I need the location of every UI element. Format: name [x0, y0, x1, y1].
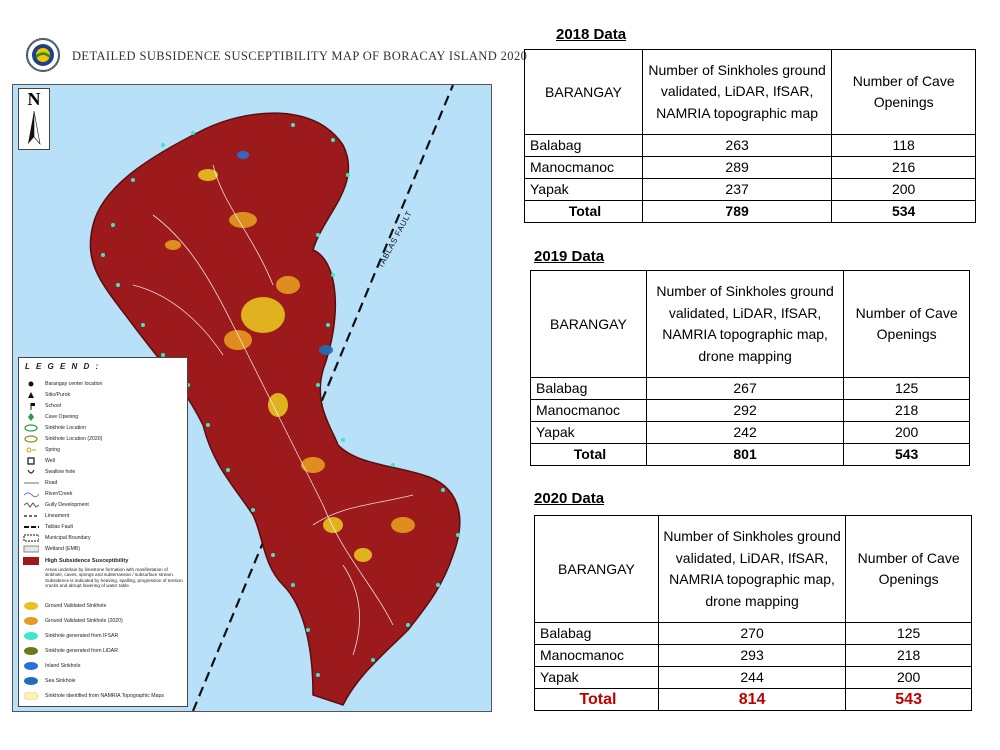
legend-item: Sinkhole Location [23, 424, 183, 433]
table-header-row [531, 271, 970, 378]
inland-sinkhole-icon [23, 662, 39, 670]
high-susceptibility-description: Areas underlain by limestone formation with manifestation of sinkhole, caves, springs and subterranean / subsurface stream. Subsidence is indicated by heaving, spalling, progression of tension cracks and abrupt lowering of water table. [45, 567, 183, 589]
table-row [525, 179, 976, 201]
caves-cell: 125 [844, 378, 970, 400]
caves-cell: 125 [846, 623, 972, 645]
barangay-cell: Yapak [525, 179, 643, 201]
sinkhole-location-icon [23, 424, 39, 432]
caves-cell: 200 [846, 667, 972, 689]
legend-item: Ground Validated Sinkhole (2020) [23, 617, 183, 626]
sinkhole-2020-icon [23, 435, 39, 443]
gully-icon [23, 501, 39, 509]
total-label: Total [525, 201, 643, 223]
legend-item: Well [23, 457, 183, 466]
barangay-cell: Yapak [531, 422, 647, 444]
table-header-row [525, 50, 976, 135]
sinkholes-cell: 242 [646, 422, 843, 444]
north-arrow: N [18, 88, 50, 150]
legend-item: Sinkhole Location (2020) [23, 435, 183, 444]
river-icon [23, 490, 39, 498]
col-sinkholes-header: Number of Sinkholes ground validated, LiDAR, IfSAR, NAMRIA topographic map, drone mapping [658, 516, 845, 623]
legend-title: L E G E N D : [25, 362, 101, 371]
col-sinkholes-header: Number of Sinkholes ground validated, LiDAR, IfSAR, NAMRIA topographic map [642, 50, 831, 135]
barangay-cell: Manocmanoc [535, 645, 659, 667]
table-2020 [534, 515, 972, 711]
col-caves-header: Number of Cave Openings [844, 271, 970, 378]
legend-item: Sitio/Purok [23, 391, 183, 400]
total-sinkholes: 814 [658, 689, 845, 711]
total-caves: 543 [844, 444, 970, 466]
map-legend [18, 357, 188, 707]
high-susceptibility-swatch-icon [23, 557, 39, 565]
total-row [535, 689, 972, 711]
legend-item: Lineament [23, 512, 183, 521]
north-arrow-icon [19, 89, 49, 149]
legend-item: Inland Sinkhole [23, 662, 183, 671]
year-2018-heading: 2018 Data [556, 26, 627, 43]
caves-cell: 200 [832, 179, 976, 201]
total-caves: 543 [846, 689, 972, 711]
table-header-row [535, 516, 972, 623]
caves-cell: 218 [844, 400, 970, 422]
legend-item: Sea Sinkhole [23, 677, 183, 686]
legend-item: Ground Validated Sinkhole [23, 602, 183, 611]
road-icon [23, 479, 39, 487]
total-sinkholes: 789 [642, 201, 831, 223]
spring-icon [23, 446, 39, 454]
ifsar-sinkhole-icon [23, 632, 39, 640]
legend-item: Cave Opening [23, 413, 183, 422]
mgb-seal-icon [26, 38, 60, 72]
barangay-cell: Balabag [535, 623, 659, 645]
legend-item-high-susceptibility: High Subsidence Susceptibility [23, 557, 183, 566]
sinkholes-cell: 267 [646, 378, 843, 400]
legend-item: School [23, 402, 183, 411]
col-barangay-header: BARANGAY [531, 271, 647, 378]
barangay-cell: Yapak [535, 667, 659, 689]
total-label: Total [535, 689, 659, 711]
sitio-triangle-icon [23, 391, 39, 399]
table-row [531, 400, 970, 422]
barangay-cell: Balabag [525, 135, 643, 157]
data-tables [520, 0, 990, 750]
ground-validated-sinkhole-icon [23, 602, 39, 610]
map-frame[interactable] [12, 84, 492, 712]
lidar-sinkhole-icon [23, 647, 39, 655]
legend-item: River/Creek [23, 490, 183, 499]
map-header [22, 38, 528, 78]
municipal-boundary-icon [23, 534, 39, 542]
legend-item: Swallow hole [23, 468, 183, 477]
total-row [525, 201, 976, 223]
caves-cell: 200 [844, 422, 970, 444]
legend-item: Municipal Boundary [23, 534, 183, 543]
swallow-hole-icon [23, 468, 39, 476]
legend-item: Sinkhole generated from IFSAR [23, 632, 183, 641]
col-sinkholes-header: Number of Sinkholes ground validated, LiDAR, IfSAR, NAMRIA topographic map, drone mapping [646, 271, 843, 378]
tablas-fault-label: TABLAS FAULT [375, 209, 414, 270]
tablas-fault-icon [23, 523, 39, 531]
total-label: Total [531, 444, 647, 466]
school-flag-icon [23, 402, 39, 410]
col-barangay-header: BARANGAY [535, 516, 659, 623]
col-barangay-header: BARANGAY [525, 50, 643, 135]
barangay-center-icon [23, 380, 39, 388]
caves-cell: 218 [846, 645, 972, 667]
table-row [525, 157, 976, 179]
year-2019-heading: 2019 Data [534, 248, 605, 265]
caves-cell: 118 [832, 135, 976, 157]
caves-cell: 216 [832, 157, 976, 179]
barangay-cell: Balabag [531, 378, 647, 400]
legend-item: Tablas Fault [23, 523, 183, 532]
map-title: DETAILED SUBSIDENCE SUSCEPTIBILITY MAP OF BORACAY ISLAND 2020 [72, 49, 528, 63]
legend-item: Wetland (EMB) [23, 545, 183, 554]
table-row [535, 645, 972, 667]
table-2019 [530, 270, 970, 466]
lineament-icon [23, 512, 39, 520]
legend-item: Barangay center location [23, 380, 183, 389]
well-icon [23, 457, 39, 465]
barangay-cell: Manocmanoc [525, 157, 643, 179]
col-caves-header: Number of Cave Openings [832, 50, 976, 135]
legend-item: Gully Development [23, 501, 183, 510]
cave-opening-icon [23, 413, 39, 421]
col-caves-header: Number of Cave Openings [846, 516, 972, 623]
namria-sinkhole-icon [23, 692, 39, 700]
legend-item: Road [23, 479, 183, 488]
total-sinkholes: 801 [646, 444, 843, 466]
wetland-icon [23, 545, 39, 553]
sinkholes-cell: 270 [658, 623, 845, 645]
legend-item: Spring [23, 446, 183, 455]
year-2020-heading: 2020 Data [534, 490, 605, 507]
sinkholes-cell: 263 [642, 135, 831, 157]
sinkholes-cell: 293 [658, 645, 845, 667]
sinkholes-cell: 292 [646, 400, 843, 422]
table-row [535, 623, 972, 645]
ground-validated-2020-icon [23, 617, 39, 625]
barangay-cell: Manocmanoc [531, 400, 647, 422]
legend-item: Sinkhole generated from LiDAR [23, 647, 183, 656]
sinkholes-cell: 289 [642, 157, 831, 179]
sea-sinkhole-icon [23, 677, 39, 685]
table-row [535, 667, 972, 689]
sinkholes-cell: 244 [658, 667, 845, 689]
total-caves: 534 [832, 201, 976, 223]
legend-item: Sinkhole identified from NAMRIA Topographic Maps [23, 692, 183, 701]
table-row [525, 135, 976, 157]
total-row [531, 444, 970, 466]
sinkholes-cell: 237 [642, 179, 831, 201]
table-row [531, 378, 970, 400]
table-2018 [524, 49, 976, 223]
table-row [531, 422, 970, 444]
